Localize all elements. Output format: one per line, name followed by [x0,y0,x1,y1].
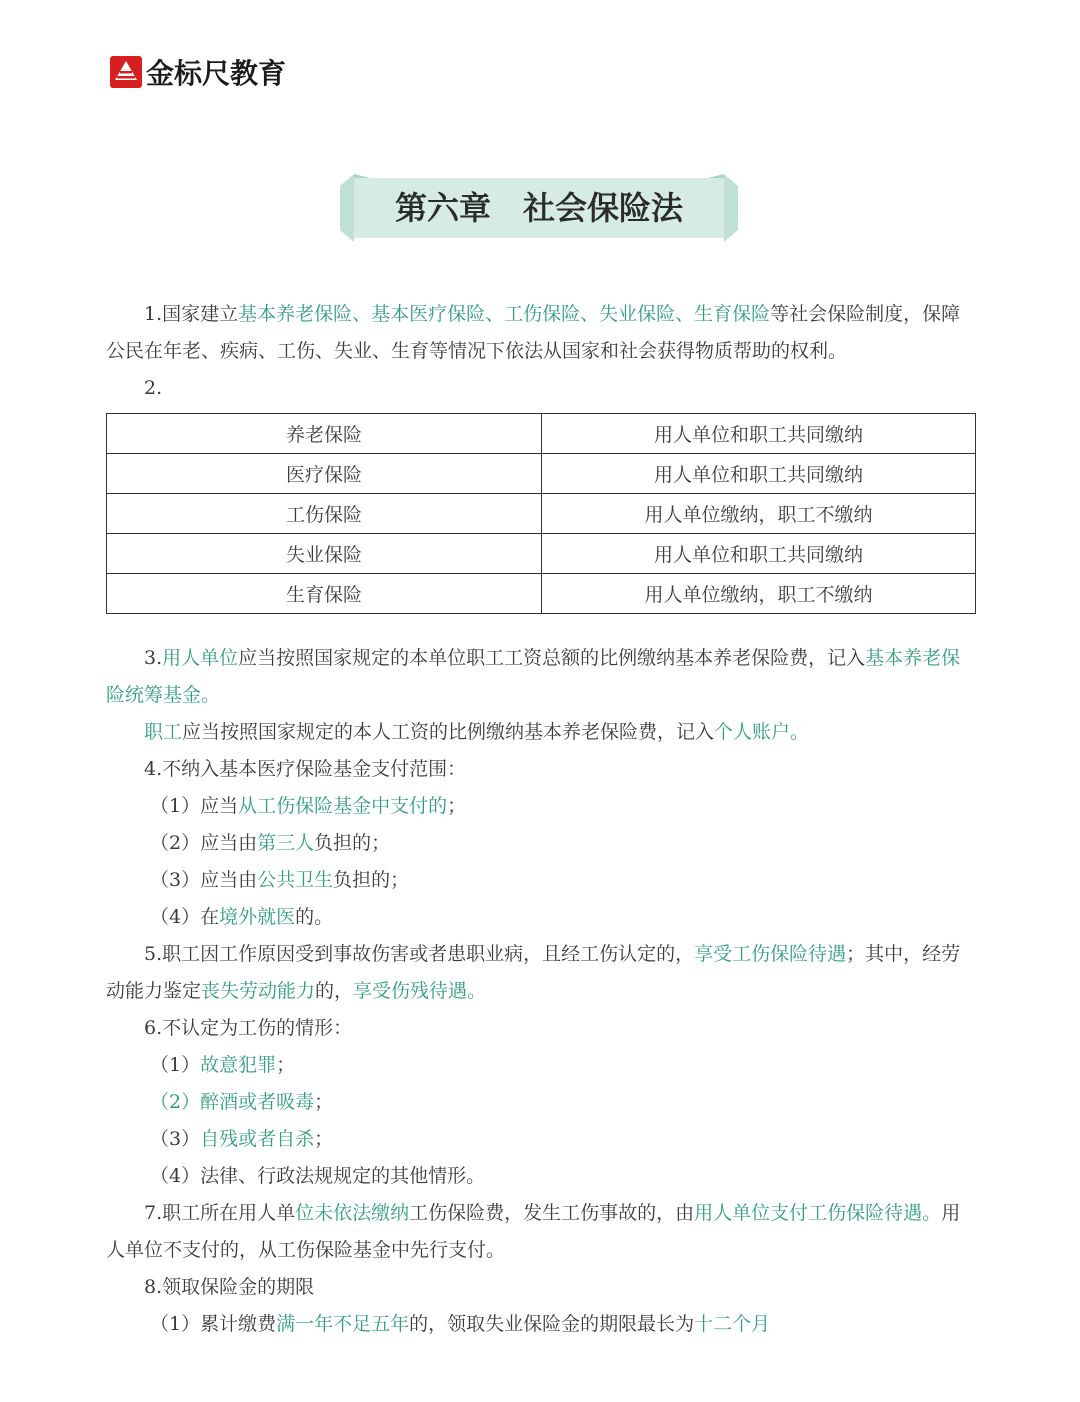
table-row [107,534,976,574]
body-text: （4）在 [150,906,220,928]
highlight-text: 醉酒或者吸毒 [200,1091,315,1113]
table-row [107,494,976,534]
body-text: 的，领取失业保险金的期限最长为 [409,1313,695,1335]
highlight-text: 故意犯罪 [200,1054,277,1076]
highlight-text: 用人单位 [162,647,239,669]
highlight-text: 境外就医 [219,906,296,928]
payment-rule-cell: 用人单位和职工共同缴纳 [542,414,976,454]
body-text: ；其中，经劳动能力鉴定 [106,943,961,1002]
insurance-type-cell: 生育保险 [107,574,542,614]
body-text: （2）应当由 [150,832,258,854]
list-item [106,1158,976,1195]
table-row [107,454,976,494]
body-text: ； [314,1128,334,1150]
body-text: （3）应当由 [150,869,258,891]
highlight-text: 自残或者自杀 [200,1128,315,1150]
body-text: 负担的； [314,832,391,854]
payment-rule-cell: 用人单位缴纳，职工不缴纳 [542,574,976,614]
highlight-text: 基本养老保险统筹基金 [106,647,961,706]
paragraph-2-label: 2. [144,377,163,399]
highlight-text: （2） [150,1091,201,1113]
paragraph-5 [106,936,976,1010]
body-text: 的。 [295,906,334,928]
table-row [107,414,976,454]
insurance-type-cell: 失业保险 [107,534,542,574]
body-text: （1）累计缴费 [150,1313,277,1335]
paragraph-7 [106,1195,976,1269]
list-item [106,825,976,862]
highlight-text: 从工伤保险基金中支付的 [238,795,448,817]
insurance-type-cell: 养老保险 [107,414,542,454]
paragraph-3a [106,640,976,714]
body-text: 负担的； [333,869,410,891]
highlight-text: 。 [467,980,487,1002]
insurance-type-cell: 工伤保险 [107,494,542,534]
logo-text: 金标尺教育 [146,57,287,90]
body-text: （1）应当 [150,795,239,817]
document-body [106,296,976,1343]
insurance-table [106,413,976,614]
highlight-text: 第三人 [257,832,315,854]
list-item [106,1121,976,1158]
body-text: 用人单位不支付的，从工伤保险基金中先行支付。 [106,1202,961,1261]
paragraph-1 [106,296,976,370]
paragraph-4-head: 4.不纳入基本医疗保险基金支付范围： [144,758,467,780]
body-text: ； [276,1054,296,1076]
pyramid-logo-icon [110,56,142,88]
highlight-text: 公共卫生 [257,869,334,891]
table-row [107,574,976,614]
list-8 [106,1306,976,1343]
list-item [106,1306,976,1343]
insurance-type-cell: 医疗保险 [107,454,542,494]
highlight-text: 十二个月 [694,1313,771,1335]
paragraph-3b [106,714,976,751]
body-text: 应当按照国家规定的本人工资的比例缴纳基本养老保险费，记入 [182,721,715,743]
payment-rule-cell: 用人单位和职工共同缴纳 [542,534,976,574]
list-item [106,1047,976,1084]
body-text: 3. [144,647,163,669]
body-text: 等社会保险制度，保障公民在年老、疾病、工伤、失业、生育等情况下依法从国家和社会获得物质帮助的权利。 [106,303,961,362]
list-item [106,862,976,899]
chapter-title: 第六章 社会保险法 [394,189,683,227]
body-text: 5.职工因工作原因受到事故伤害或者患职业病，且经工伤认定的， [144,943,695,965]
logo [110,52,286,92]
body-text: （3） [150,1128,201,1150]
highlight-text: 。 [790,721,810,743]
paragraph-8-head: 8.领取保险金的期限 [144,1276,315,1298]
highlight-text: 满一年不足五年 [276,1313,410,1335]
list-item [106,1084,976,1121]
body-text: 的， [315,980,354,1002]
payment-rule-cell: 用人单位缴纳，职工不缴纳 [542,494,976,534]
payment-rule-cell: 用人单位和职工共同缴纳 [542,454,976,494]
body-text: ； [447,795,467,817]
body-text: 应当按照国家规定的本单位职工工资总额的比例缴纳基本养老保险费，记入 [238,647,866,669]
body-text: 1.国家建立 [144,303,239,325]
highlight-text: 享受工伤保险待遇 [694,943,847,965]
body-text: （1） [150,1054,201,1076]
highlight-text: 用人单位支付工伤保险待遇。 [694,1202,942,1224]
list-item [106,788,976,825]
body-text: 工伤保险费，发生工伤事故的，由 [409,1202,695,1224]
highlight-text: 丧失劳动能力 [201,980,316,1002]
list-item [106,899,976,936]
list-6 [106,1047,976,1195]
list-4 [106,788,976,936]
paragraph-6-head: 6.不认定为工伤的情形： [144,1017,353,1039]
chapter-banner [340,172,738,244]
body-text: （4）法律、行政法规规定的其他情形。 [150,1165,486,1187]
body-text: 7.职工所在用人单 [144,1202,296,1224]
body-text: ； [314,1091,334,1113]
highlight-text: 基本养老保险、基本医疗保险、工伤保险、失业保险、生育保险 [238,303,771,325]
highlight-text: 职工 [144,721,183,743]
highlight-text: 享受伤残待遇 [353,980,468,1002]
highlight-text: 位未依法缴纳 [295,1202,410,1224]
highlight-text: 个人账户 [714,721,791,743]
highlight-text: 。 [201,684,221,706]
